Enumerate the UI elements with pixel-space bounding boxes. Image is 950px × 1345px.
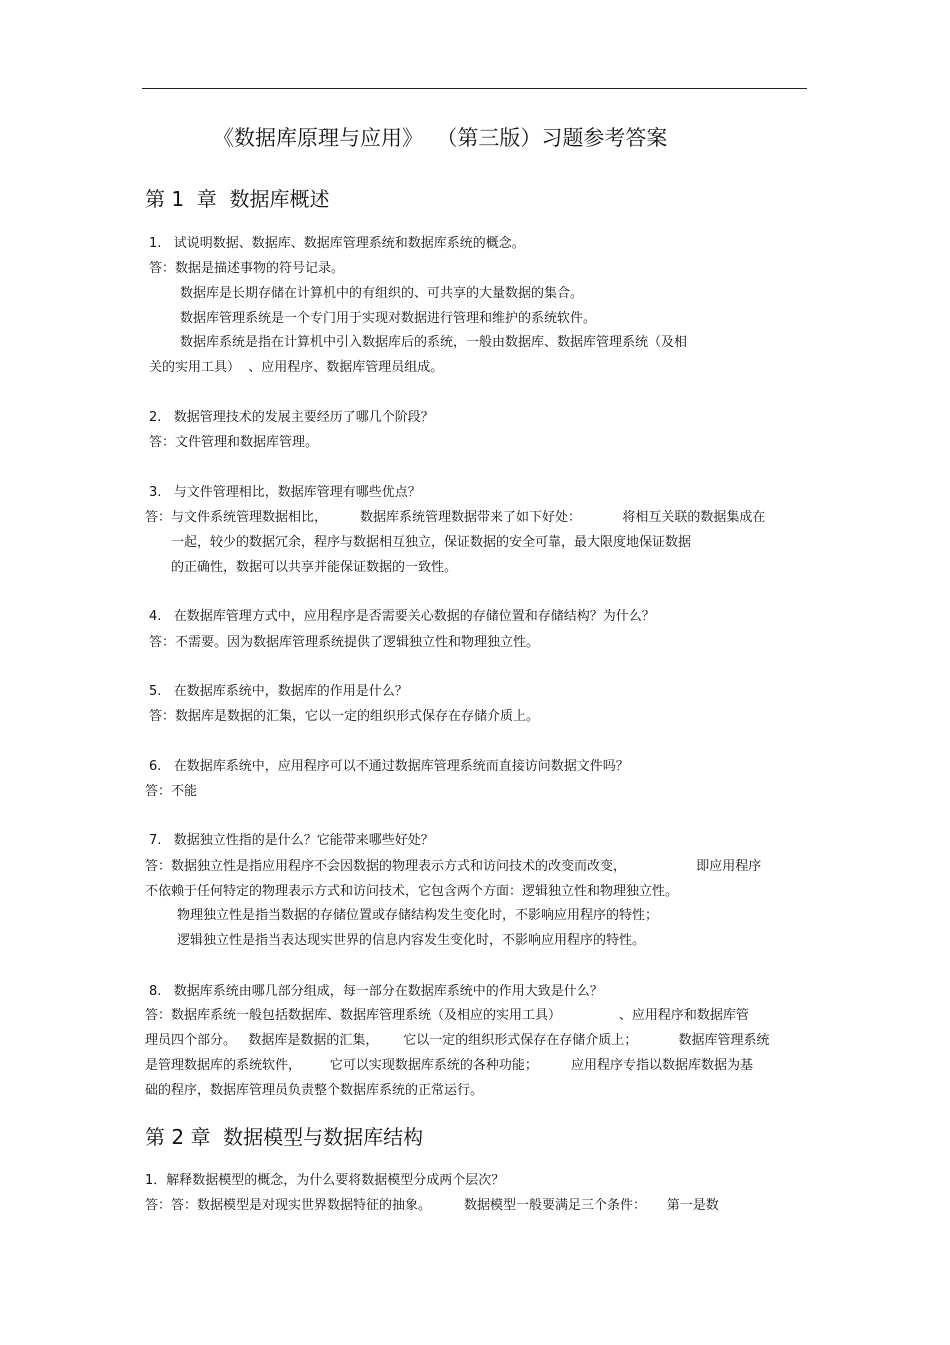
ch1-q5-answer-line: 答：数据库是数据的汇集，它以一定的组织形式保存在存储介质上。 [149, 709, 540, 724]
ch1-q8-question: 8. 数据库系统由哪几部分组成，每一部分在数据库系统中的作用大致是什么？ [149, 984, 603, 999]
ch1-q8-answer-line: 理员四个部分。 数据库是数据的汇集， 它以一定的组织形式保存在存储介质上； 数据库管理系统 [145, 1033, 770, 1048]
ch2-q1-question: 1．解释数据模型的概念，为什么要将数据模型分成两个层次？ [145, 1173, 505, 1188]
ch1-q3-answer-line: 答：与文件系统管理数据相比， 数据库系统管理数据带来了如下好处： 将相互关联的数据集成在 [145, 510, 766, 525]
ch1-q4-question: 4. 在数据库管理方式中，应用程序是否需要关心数据的存储位置和存储结构？为什么？ [149, 609, 655, 624]
ch1-q6-question: 6. 在数据库系统中，应用程序可以不通过数据库管理系统而直接访问数据文件吗？ [149, 759, 629, 774]
document-title: 《数据库原理与应用》 （第三版）习题参考答案 [213, 126, 668, 150]
ch1-q2-question: 2. 数据管理技术的发展主要经历了哪几个阶段？ [149, 410, 434, 425]
ch1-q7-answer-line: 答：数据独立性是指应用程序不会因数据的物理表示方式和访问技术的改变而改变， 即应用程序 [145, 859, 762, 874]
ch1-q7-answer-line: 不依赖于任何特定的物理表示方式和访问技术，它包含两个方面：逻辑独立性和物理独立性。 [145, 884, 679, 899]
ch2-q1-answer-line: 答：答：数据模型是对现实世界数据特征的抽象。 数据模型一般要满足三个条件： 第一是数 [145, 1198, 719, 1213]
ch1-q1-answer-line: 数据库系统是指在计算机中引入数据库后的系统，一般由数据库、数据库管理系统（及相 [180, 335, 688, 350]
ch1-q2-answer-line: 答：文件管理和数据库管理。 [149, 435, 319, 450]
ch1-q1-answer-line: 关的实用工具） 、应用程序、数据库管理员组成。 [149, 360, 444, 375]
ch1-q1-answer-line: 数据库是长期存储在计算机中的有组织的、可共享的大量数据的集合。 [180, 286, 584, 301]
chapter-1-heading: 第 1 章 数据库概述 [145, 187, 330, 211]
top-rule [142, 88, 807, 89]
ch1-q7-question: 7. 数据独立性指的是什么？它能带来哪些好处？ [149, 833, 434, 848]
ch1-q1-answer-line: 数据库管理系统是一个专门用于实现对数据进行管理和维护的系统软件。 [180, 311, 597, 326]
ch1-q7-answer-line: 物理独立性是指当数据的存储位置或存储结构发生变化时，不影响应用程序的特性； [177, 908, 659, 923]
ch1-q1-answer-line: 答：数据是描述事物的符号记录。 [149, 261, 345, 276]
ch1-q4-answer-line: 答：不需要。因为数据库管理系统提供了逻辑独立性和物理独立性。 [149, 635, 540, 650]
chapter-2-heading: 第 2 章 数据模型与数据库结构 [145, 1125, 424, 1149]
ch1-q8-answer-line: 答：数据库系统一般包括数据库、数据库管理系统（及相应的实用工具） 、应用程序和数据库管 [145, 1008, 749, 1023]
ch1-q5-question: 5. 在数据库系统中，数据库的作用是什么？ [149, 684, 408, 699]
ch1-q3-question: 3. 与文件管理相比，数据库管理有哪些优点？ [149, 485, 421, 500]
ch1-q8-answer-line: 础的程序，数据库管理员负责整个数据库系统的正常运行。 [145, 1083, 484, 1098]
ch1-q7-answer-line: 逻辑独立性是指当表达现实世界的信息内容发生变化时，不影响应用程序的特性。 [177, 933, 646, 948]
ch1-q3-answer-line: 一起，较少的数据冗余，程序与数据相互独立，保证数据的安全可靠，最大限度地保证数据 [171, 535, 692, 550]
ch1-q8-answer-line: 是管理数据库的系统软件， 它可以实现数据库系统的各种功能； 应用程序专指以数据库数据为基 [145, 1058, 753, 1073]
ch1-q1-question: 1. 试说明数据、数据库、数据库管理系统和数据库系统的概念。 [149, 236, 525, 251]
ch1-q3-answer-line: 的正确性，数据可以共享并能保证数据的一致性。 [171, 560, 458, 575]
ch1-q6-answer-line: 答：不能 [145, 784, 198, 799]
